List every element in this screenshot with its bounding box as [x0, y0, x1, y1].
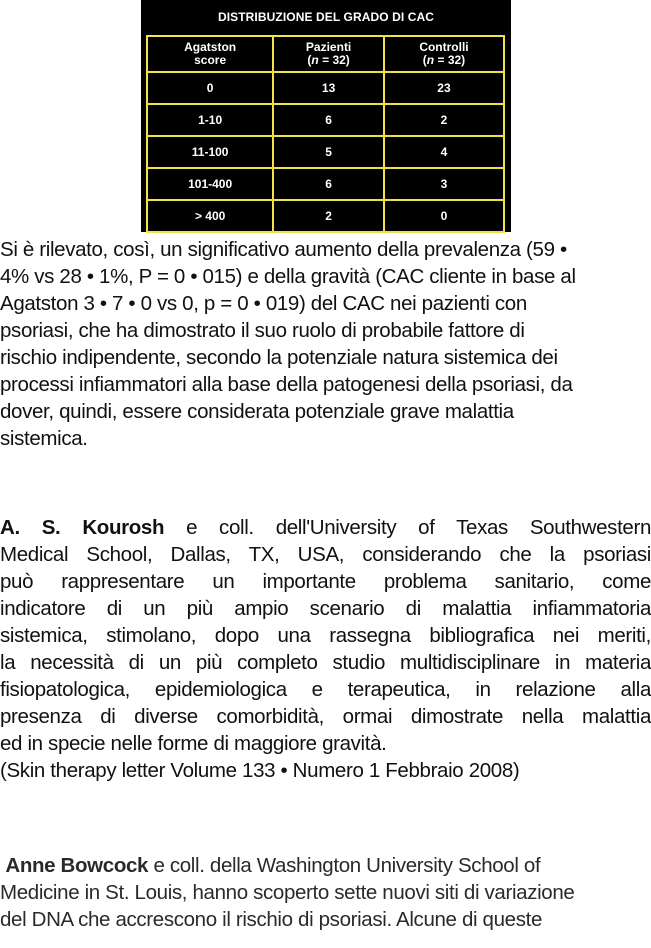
table-header-row [147, 36, 504, 72]
paragraph-bowcock [0, 852, 651, 933]
table-row [147, 168, 504, 200]
table-title: DISTRIBUZIONE DEL GRADO DI CAC [217, 10, 435, 24]
header-pazienti-n: n [311, 53, 319, 67]
text-line: sistemica, stimolano, dopo una rassegna bibliografica nei meriti, [0, 624, 651, 647]
cell-pazienti: 5 [273, 136, 384, 168]
text-line: processi infiammatori alla base della patogenesi della psoriasi, da [0, 373, 573, 396]
citation: (Skin therapy letter Volume 133 • Numero 1 Febbraio 2008) [0, 759, 520, 782]
text-line: Medicine in St. Louis, hanno scoperto sette nuovi siti di variazione [0, 881, 575, 904]
text-line: indicatore di un più ampio scenario di malattia infiammatoria [0, 597, 651, 620]
header-controlli-line1: Controlli [419, 40, 469, 54]
cell-score: 11-100 [147, 136, 273, 168]
cell-pazienti: 6 [273, 104, 384, 136]
table-row [147, 104, 504, 136]
text-line-rest: e coll. dell'University of Texas Southwestern [164, 516, 651, 539]
cell-pazienti: 2 [273, 200, 384, 232]
text-line: psoriasi, che ha dimostrato il suo ruolo di probabile fattore di [0, 319, 525, 342]
text-line: Medical School, Dallas, TX, USA, considerando che la psoriasi [0, 543, 651, 566]
text-line: ed in specie nelle forme di maggiore gravità. [0, 732, 387, 755]
header-controlli-n: n [426, 53, 435, 67]
header-paren: ( [422, 53, 427, 67]
text-line: del DNA che accrescono il rischio di psoriasi. Alcune di queste [0, 908, 542, 931]
text-line: Agatston 3 • 7 • 0 vs 0, p = 0 • 019) del CAC nei pazienti con [0, 292, 527, 315]
header-pazienti [273, 36, 384, 72]
header-agatston-line2: score [194, 53, 227, 67]
header-pazienti-line1: Pazienti [305, 40, 352, 54]
text-line: 4% vs 28 • 1%, P = 0 • 015) e della gravità (CAC cliente in base al [0, 265, 576, 288]
cell-controlli: 3 [384, 168, 504, 200]
cell-controlli: 23 [384, 72, 504, 104]
cell-score: 1-10 [147, 104, 273, 136]
cell-pazienti: 13 [273, 72, 384, 104]
table-row [147, 136, 504, 168]
author-name: A. S. Kourosh [0, 516, 165, 539]
text-line [0, 514, 651, 541]
header-agatston-line1: Agatston [184, 40, 237, 54]
cell-score: 0 [147, 72, 273, 104]
header-pazienti-count: = 32) [318, 53, 350, 67]
cell-controlli: 0 [384, 200, 504, 232]
cell-pazienti: 6 [273, 168, 384, 200]
table-row [147, 72, 504, 104]
text-line: Si è rilevato, così, un significativo aumento della prevalenza (59 • [0, 238, 567, 261]
header-paren: ( [307, 53, 312, 67]
cell-score: > 400 [147, 200, 273, 232]
cell-controlli: 2 [384, 104, 504, 136]
author-name: Anne Bowcock [5, 854, 149, 877]
text-line: presenza di diverse comorbidità, ormai dimostrate nella malattia [0, 705, 651, 728]
cell-controlli: 4 [384, 136, 504, 168]
text-line-rest: e coll. della Washington University School of [148, 854, 541, 877]
text-line: fisiopatologica, epidemiologica e terapeutica, in relazione alla [0, 678, 651, 701]
text-line: rischio indipendente, secondo la potenziale natura sistemica dei [0, 346, 558, 369]
cac-distribution-table [146, 35, 505, 233]
header-controlli-count: = 32) [434, 53, 466, 67]
text-line [0, 852, 651, 879]
header-controlli [384, 36, 504, 72]
paragraph-cac-results [0, 236, 651, 452]
table-row [147, 200, 504, 232]
paragraph-kourosh [0, 514, 651, 784]
text-line: sistemica. [0, 427, 88, 450]
cac-distribution-table-panel [141, 0, 511, 232]
text-line: dover, quindi, essere considerata potenziale grave malattia [0, 400, 514, 423]
text-line: può rappresentare un importante problema sanitario, come [0, 570, 651, 593]
cell-score: 101-400 [147, 168, 273, 200]
header-agatston-score [147, 36, 273, 72]
text-line: la necessità di un più completo studio multidisciplinare in materia [0, 651, 651, 674]
